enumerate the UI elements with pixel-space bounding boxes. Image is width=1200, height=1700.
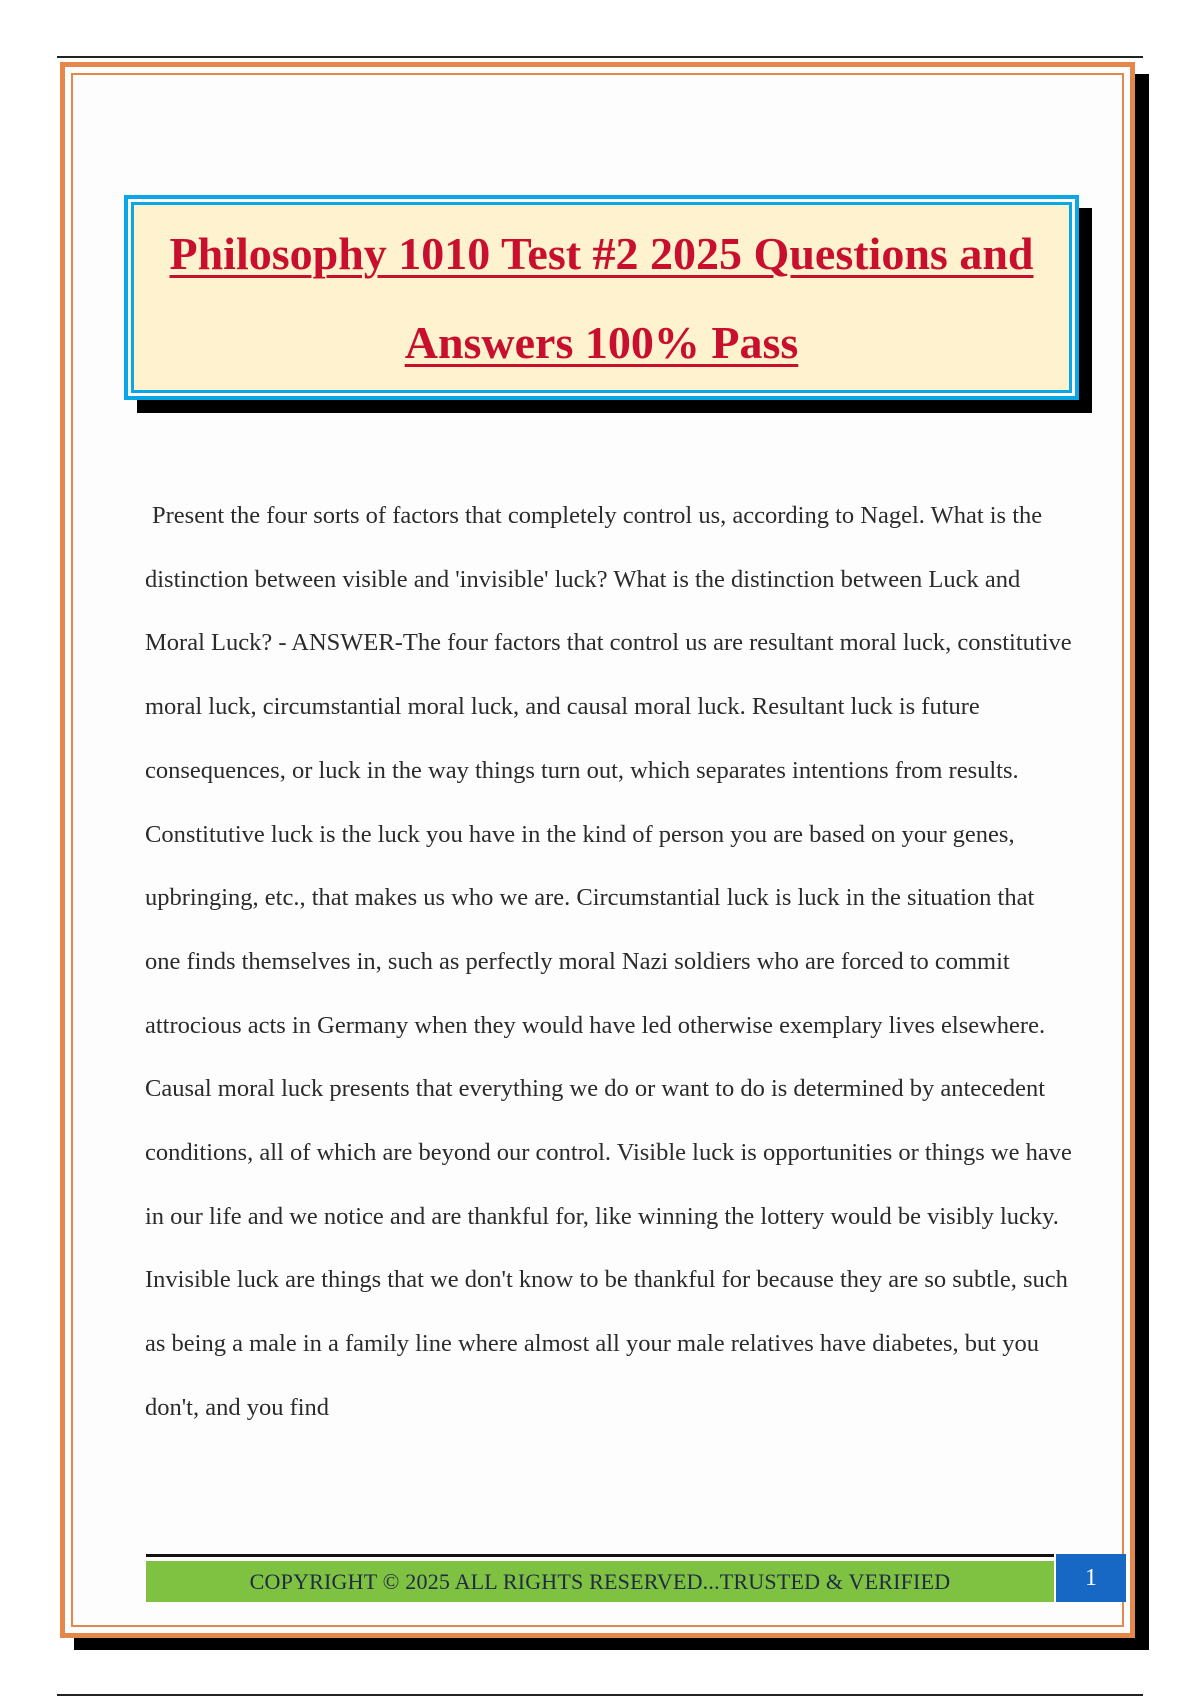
top-rule	[57, 56, 1143, 58]
bottom-rule	[57, 1694, 1143, 1696]
footer-rule	[146, 1554, 1054, 1557]
title-box-frame	[128, 199, 1075, 396]
title-box	[124, 195, 1079, 400]
copyright-notice: COPYRIGHT © 2025 ALL RIGHTS RESERVED...TRUSTED & VERIFIED	[249, 1568, 951, 1594]
document-title: Philosophy 1010 Test #2 2025 Questions and Answers 100% Pass	[169, 227, 1034, 368]
page-number: 1	[1085, 1564, 1097, 1591]
footer-bar	[146, 1561, 1054, 1602]
title-box-inner	[131, 202, 1072, 393]
question-answer-text: Present the four sorts of factors that completely control us, according to Nagel. What is the distinction between visible and 'invisible' luck? What is the distinction between Luck and Moral Luck? - ANSWER-The four factors that control us are resultant moral luck, constitutive moral luck, circumstantial moral luck, and causal moral luck. Resultant luck is future consequences, or luck in the way things turn out, which separates intentions from results. Constitutive luck is the luck you have in the kind of person you are based on your genes, upbringing, etc., that makes us who we are. Circumstantial luck is luck in the situation that one finds themselves in, such as perfectly moral Nazi soldiers who are forced to commit attrocious acts in Germany when they would have led otherwise exemplary lives elsewhere. Causal moral luck presents that everything we do or want to do is determined by antecedent conditions, all of which are beyond our control. Visible luck is opportunities or things we have in our life and we notice and are thankful for, like winning the lottery would be visibly lucky. Invisible luck are things that we don't know to be thankful for because they are so subtle, such as being a male in a family line where almost all your male relatives have diabetes, but you don't, and you find	[145, 502, 1072, 1421]
page-number-box	[1056, 1554, 1126, 1602]
